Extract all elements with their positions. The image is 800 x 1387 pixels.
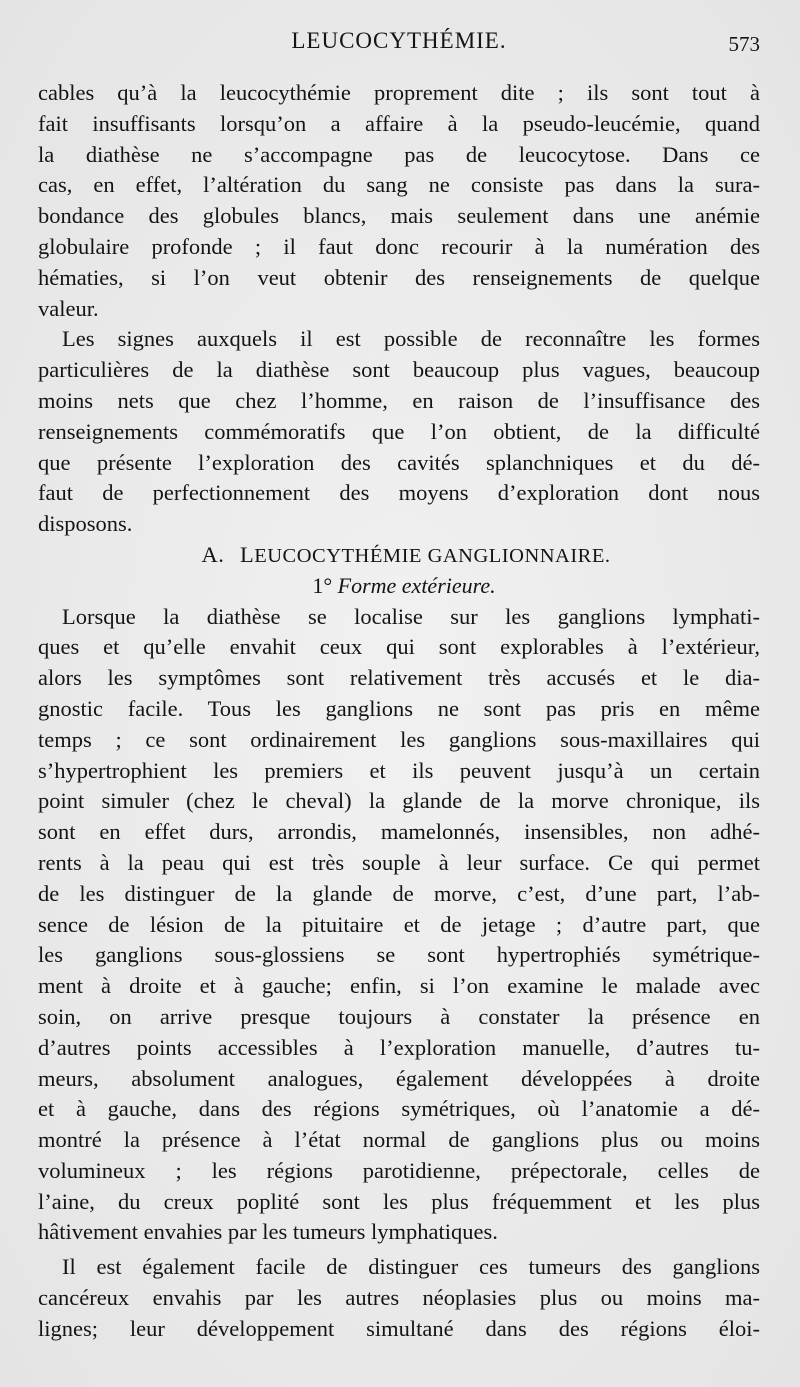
body-text [38,78,760,1345]
text-line: Lorsque la diathèse se localise sur les ganglions lymphati- [62,603,760,629]
section-title-rest: EUCOCYTHÉMIE GANGLIONNAIRE. [254,544,611,567]
running-title: LEUCOCYTHÉMIE. [291,28,507,53]
text-line: d’autres points accessibles à l’exploration manuelle, d’autres tu- [38,1034,760,1060]
text-line: de les distinguer de la glande de morve, c’est, d’une part, l’ab- [38,880,760,906]
paragraph-2 [38,324,760,540]
paragraph-1 [38,78,760,324]
subsection-heading [38,571,760,602]
subsection-title: Forme extérieure. [337,572,496,598]
text-line: la diathèse ne s’accompagne pas de leucocytose. Dans ce [38,141,760,167]
text-line: Les signes auxquels il est possible de reconnaître les formes [62,326,760,352]
text-line: l’aine, du creux poplité sont les plus fréquemment et les plus [38,1188,760,1214]
text-line: temps ; ce sont ordinairement les ganglions sous-maxillaires qui [38,726,760,752]
text-line: cas, en effet, l’altération du sang ne consiste pas dans la sura- [38,172,760,198]
running-head [38,28,760,72]
text-line: hâtivement envahies par les tumeurs lymphatiques. [38,1219,498,1245]
text-line: fait insuffisants lorsqu’on a affaire à la pseudo-leucémie, quand [38,110,760,136]
text-line: valeur. [38,295,99,321]
text-line: ques et qu’elle envahit ceux qui sont explorables à l’extérieur, [38,634,760,660]
text-line: moins nets que chez l’homme, en raison de l’insuffisance des [38,387,760,413]
text-line: bondance des globules blancs, mais seulement dans une anémie [38,203,760,229]
text-line: cancéreux envahis par les autres néoplasies plus ou moins ma- [38,1285,760,1311]
text-line: soin, on arrive presque toujours à constater la présence en [38,1003,760,1029]
subsection-number: 1° [312,572,333,598]
text-line: particulières de la diathèse sont beaucoup plus vagues, beaucoup [38,357,760,383]
text-line: et à gauche, dans des régions symétriques, où l’anatomie a dé- [38,1096,760,1122]
paragraph-3 [38,602,760,1249]
paragraph-4 [38,1252,760,1344]
text-line: faut de perfectionnement des moyens d’exploration dont nous [38,480,760,506]
text-line: globulaire profonde ; il faut donc recourir à la numération des [38,233,760,259]
text-line: que présente l’exploration des cavités splanchniques et du dé- [38,449,760,475]
text-line: renseignements commémoratifs que l’on obtient, de la difficulté [38,418,760,444]
text-line: alors les symptômes sont relativement très accusés et le dia- [38,665,760,691]
text-line: hématies, si l’on veut obtenir des renseignements de quelque [38,264,760,290]
text-line: disposons. [38,511,133,537]
section-title-initial: L [239,541,255,567]
text-line: point simuler (chez le cheval) la glande de la morve chronique, ils [38,788,760,814]
text-line: volumineux ; les régions parotidienne, prépectorale, celles de [38,1157,760,1183]
text-line: Il est également facile de distinguer ces tumeurs des ganglions [62,1254,760,1280]
text-line: cables qu’à la leucocythémie proprement dite ; ils sont tout à [38,80,760,105]
text-line: rents à la peau qui est très souple à leur surface. Ce qui permet [38,849,760,875]
section-letter: A. [201,541,225,567]
text-line: sont en effet durs, arrondis, mamelonnés, insensibles, non adhé- [38,819,760,845]
text-line: les ganglions sous-glossiens se sont hypertrophiés symétrique- [38,942,760,968]
page-number: 573 [728,32,760,56]
text-line: ment à droite et à gauche; enfin, si l’on examine le malade avec [38,973,760,999]
text-line: gnostic facile. Tous les ganglions ne sont pas pris en même [38,695,760,721]
text-line: s’hypertrophient les premiers et ils peuvent jusqu’à un certain [38,757,760,783]
text-line: montré la présence à l’état normal de ganglions plus ou moins [38,1127,760,1153]
text-line: sence de lésion de la pituitaire et de jetage ; d’autre part, que [38,911,760,937]
text-line: lignes; leur développement simultané dans des régions éloi- [38,1315,760,1341]
text-line: meurs, absolument analogues, également développées à droite [38,1065,760,1091]
section-heading [38,540,760,571]
